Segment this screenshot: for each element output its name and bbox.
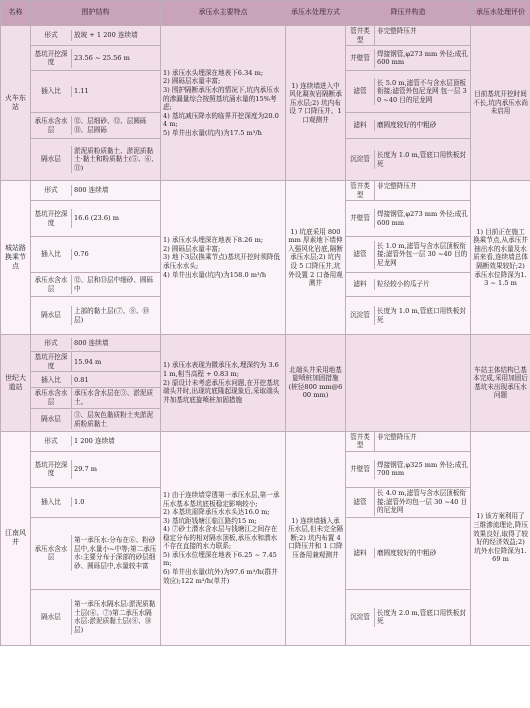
well-key: 滤料 (346, 279, 375, 290)
row-value: 16.6 (23.6) m (74, 214, 119, 223)
header-evaluation: 承压水处理评价 (471, 1, 530, 26)
well-cell (346, 71, 471, 113)
retaining-cell (31, 113, 161, 139)
row-value: ⑫、层细砂、⑫、层圆砾⑬、层圆砾 (74, 117, 147, 134)
header-row (1, 1, 530, 26)
well-value: 非完整降压井 (377, 432, 417, 441)
well-value: 长 5.0 m,滤管不与含水层顶板衔接;滤管外包尼龙网 包一层 30 ~40 目的尼龙网 (377, 78, 467, 104)
well-value: 非完整降压井 (377, 182, 417, 191)
well-key: 管井类型 (346, 26, 375, 45)
well-value: 粒径较小的瓜子片 (377, 280, 430, 289)
row-label: 承压水含水层 (31, 275, 72, 294)
row-label: 隔水层 (31, 306, 72, 325)
well-key: 井壁管 (346, 209, 375, 228)
feature-item: 1) 承压水头埋深在地表下8.26 m; (163, 236, 264, 245)
well-cell (346, 431, 471, 451)
row-label: 基坑开挖深度 (31, 209, 72, 228)
header-well: 降压井构造 (346, 1, 471, 26)
row-value: 上部的黏土层(⑦、⑧、⑩层) (74, 307, 150, 324)
feature-item: 1) 承压水表现为微承压水,埋深约为 3.61 m,相当高程 + 0.83 m; (163, 361, 279, 379)
well-key: 沉淀管 (346, 150, 375, 169)
well-cell (346, 139, 471, 181)
table-row (1, 181, 530, 201)
feature-item: 2) 圆砾层水量丰富; (163, 244, 221, 253)
row-label: 插入比 (31, 497, 72, 508)
retaining-cell (31, 46, 161, 71)
features-cell (161, 431, 286, 645)
row-value: 0.76 (74, 250, 89, 259)
well-key: 滤管 (346, 241, 375, 269)
well-value: 长度为 2.0 m,管底口用铁板封死 (377, 608, 466, 626)
well-key: 井壁管 (346, 49, 375, 68)
feature-item: 2) 圆砾层水量丰富; (163, 77, 221, 86)
row-value: 800 连续墙 (74, 338, 109, 347)
well-value: 磨圆度较好的中粗砂 (377, 121, 437, 130)
feature-item: 4) 单井出水量(坑内)为158.0 m³/h (163, 270, 267, 279)
row-value: ③、层灰色黏质粉土夹淤泥质粉质黏土 (74, 410, 154, 428)
well-key: 沉淀管 (346, 306, 375, 325)
row-value: 淤泥质粉质黏土、淤泥质黏土·黏土和粉质黏土(⑤、⑥、⑪) (74, 146, 158, 172)
station-name: 城站路换乘节点 (1, 181, 31, 335)
well-value: 长度为 1.0 m,管底口用铁板封死 (377, 151, 466, 168)
feature-item: 2) 本基坑需降承压水水头达16.0 m; (163, 508, 270, 517)
station-name: 火车东站 (1, 26, 31, 181)
well-cell (346, 451, 471, 487)
row-value: 800 连续墙 (74, 186, 109, 195)
well-key: 沉淀管 (346, 608, 375, 627)
well-cell (346, 46, 471, 71)
feature-item: 2) 原设计未考虑承压水问题,在开挖基坑端头井时,出现坑底隆起现象后,采取端头井加基坑底旋喷桩加固措施 (163, 378, 280, 404)
row-label: 形式 (31, 185, 72, 196)
feature-item: 5) 承压水位埋深在地表下6.25 ~ 7.45 m; (163, 550, 277, 568)
method-cell: 1) 连续墙插入承压水层,但未完全隔断;2) 坑内布置 4 口降压井和 1 口降压备用兼观测井 (286, 431, 346, 645)
retaining-cell (31, 335, 161, 352)
retaining-cell (31, 352, 161, 372)
well-key: 井壁管 (346, 460, 375, 479)
feature-item: 5) 单井出水量(坑内)为17.5 m³/h (163, 128, 262, 137)
feature-item: 1) 承压水头埋深在地表下6.34 m; (163, 68, 264, 77)
well-key: 滤管 (346, 488, 375, 516)
well-cell (346, 237, 471, 273)
retaining-cell (31, 408, 161, 431)
features-cell (161, 26, 286, 181)
well-value: 焊接钢管,φ273 mm 外径;成孔 600 mm (377, 210, 468, 227)
table-row (1, 335, 530, 352)
well-value: 长 4.0 m,滤管与含水层顶板衔接;滤管外均包一层 30 ~40 目的尼龙网 (377, 489, 468, 515)
well-key: 管井类型 (346, 181, 375, 200)
well-cell (346, 517, 471, 589)
table-row (1, 431, 530, 451)
header-retaining: 围护结构 (31, 1, 161, 26)
well-key: 管井类型 (346, 432, 375, 451)
row-value: 29.7 m (74, 464, 98, 473)
row-label: 承压水含水层 (31, 388, 72, 407)
row-label: 基坑开挖深度 (31, 49, 72, 68)
row-value: 15.94 m (74, 357, 102, 366)
row-label: 隔水层 (31, 599, 72, 635)
retaining-cell (31, 517, 161, 589)
row-value: 0.81 (74, 375, 89, 384)
well-value: 长度为 1.0 m,管底口用铁板封死 (377, 307, 466, 324)
well-value: 非完整降压井 (377, 27, 417, 35)
evaluation-cell: 1) 该方案利用了三维渗流理论,降压效果良好,取得了较好的经济效益;2) 坑外水位降深为1.69 m (471, 431, 530, 645)
row-value: 1.0 (74, 497, 85, 506)
feature-item: 3) 地下3层(换乘节点)基坑开挖时须降低承压水水头; (163, 253, 281, 270)
retaining-cell (31, 201, 161, 237)
features-cell (161, 181, 286, 335)
header-method: 承压水处理方式 (286, 1, 346, 26)
retaining-cell (31, 71, 161, 113)
evaluation-cell: 车站主体结构已基本完成,采用加固后基坑未出现承压水问题 (471, 335, 530, 431)
well-value: 长 1.0 m,滤管与含水层顶板衔接;滤管外包一层 30 ~40 目的尼龙网 (377, 241, 468, 268)
retaining-cell (31, 589, 161, 645)
retaining-cell (31, 451, 161, 487)
station-name: 世纪大道站 (1, 335, 31, 431)
well-cell (346, 26, 471, 46)
evaluation-cell: 目前基坑开挖时间不长,坑内承压水尚未启用 (471, 26, 530, 181)
row-label: 隔水层 (31, 410, 72, 429)
feature-item: 4) ⑦砂土潜水含水层与钱塘江之间存在稳定分布的相对隔水顶板,承压水和潜水不存在直接的水力联系; (163, 525, 278, 551)
row-value: ⑫、层和⑬层中细砂、圆砾中 (74, 276, 154, 293)
row-label: 形式 (31, 30, 72, 41)
feature-item: 1) 由于连续墙穿透第一承压水层,第一承压水基本基坑底板稳定影响较小; (163, 490, 280, 508)
well-key: 滤料 (346, 120, 375, 131)
well-value: 磨圆度较好的中粗砂 (377, 548, 437, 557)
station-name: 江南风井 (1, 431, 31, 645)
table-row (1, 26, 530, 46)
retaining-cell (31, 487, 161, 517)
row-label: 形式 (31, 436, 72, 447)
well-value: 焊接钢管,φ273 mm 外径;成孔 600 mm (377, 49, 468, 67)
row-value: 1 200 连续墙 (74, 436, 115, 445)
retaining-cell (31, 372, 161, 388)
well-key: 滤料 (346, 548, 375, 559)
feature-item: 3) 基坑距钱塘江临江路约15 m; (163, 516, 257, 525)
retaining-cell (31, 237, 161, 273)
row-label: 插入比 (31, 86, 72, 97)
row-label: 插入比 (31, 375, 72, 386)
well-cell (346, 201, 471, 237)
row-label: 插入比 (31, 249, 72, 260)
well-cell (346, 297, 471, 335)
row-label: 基坑开挖深度 (31, 460, 72, 479)
well-cell (346, 181, 471, 201)
retaining-cell (31, 273, 161, 297)
retaining-cell (31, 181, 161, 201)
row-value: 第一承压水:分布在⑥、粉砂层中,水量小~中等;第二承压水:主要分布于深部的砂层细砂、圆砾层中,水量较丰富 (74, 536, 157, 570)
well-cell (346, 113, 471, 139)
well-cell (346, 487, 471, 517)
row-label: 形式 (31, 338, 72, 349)
row-label: 承压水含水层 (31, 116, 72, 135)
feature-item: 4) 基坑减压降水的临界开挖深度为20.04 m; (163, 111, 279, 129)
row-value: 1.11 (74, 87, 89, 96)
row-value: 第一承压水隔水层:淤泥质黏土层(⑥、⑦)第二承压水隔水层:淤泥质黏土层(⑧、⑩层) (74, 600, 156, 634)
evaluation-cell: 1) 目前正在施工换乘节点,从承压井抽出水的水量及水质来看,连续墙总体隔断效果较好;2) 承压水位降深为1.3 ~ 1.5 m (471, 181, 530, 335)
header-features: 承压水主要特点 (161, 1, 286, 26)
retaining-cell (31, 26, 161, 46)
retaining-cell (31, 297, 161, 335)
feature-item: 3) 围护隔断承压水的情况下,坑内承压水的渗漏量综合按照基坑涌水量的15%考虑; (163, 85, 280, 112)
row-label: 隔水层 (31, 146, 72, 174)
feature-item: 6) 单井出水量(坑外)为97.6 m³/h(群井效应);122 m³/h(单井) (163, 568, 278, 585)
well-value: 焊接钢管,φ325 mm 外径;成孔 700 mm (377, 460, 468, 478)
well-cell (346, 589, 471, 645)
well-cell (346, 273, 471, 297)
retaining-cell (31, 388, 161, 408)
method-cell: 1) 连续墙进入中风化凝灰岩隔断承压水层;2) 坑内布设 7 口降压井、1 口观测井 (286, 26, 346, 181)
well-cell-empty (346, 335, 471, 431)
row-value: 23.56 ~ 25.56 m (74, 53, 130, 62)
row-label: 基坑开挖深度 (31, 352, 72, 371)
method-cell: 北端头井采用地基旋喷桩加固措施(桩径800 mm@600 mm) (286, 335, 346, 431)
row-value: 承压水含水层在③、淤泥质土。 (74, 389, 154, 406)
header-name: 名称 (1, 1, 31, 26)
row-label: 承压水含水层 (31, 535, 72, 571)
row-value: 放坡 + 1 200 连续墙 (74, 31, 138, 40)
features-cell (161, 335, 286, 431)
well-key: 滤管 (346, 78, 375, 106)
retaining-cell (31, 139, 161, 181)
retaining-cell (31, 431, 161, 451)
method-cell: 1) 坑底采用 800 mm 厚素地下墙伸入强风化岩底,隔断承压水层;2) 坑内设 5 口降压井,坑外设置 2 口备用观测井 (286, 181, 346, 335)
